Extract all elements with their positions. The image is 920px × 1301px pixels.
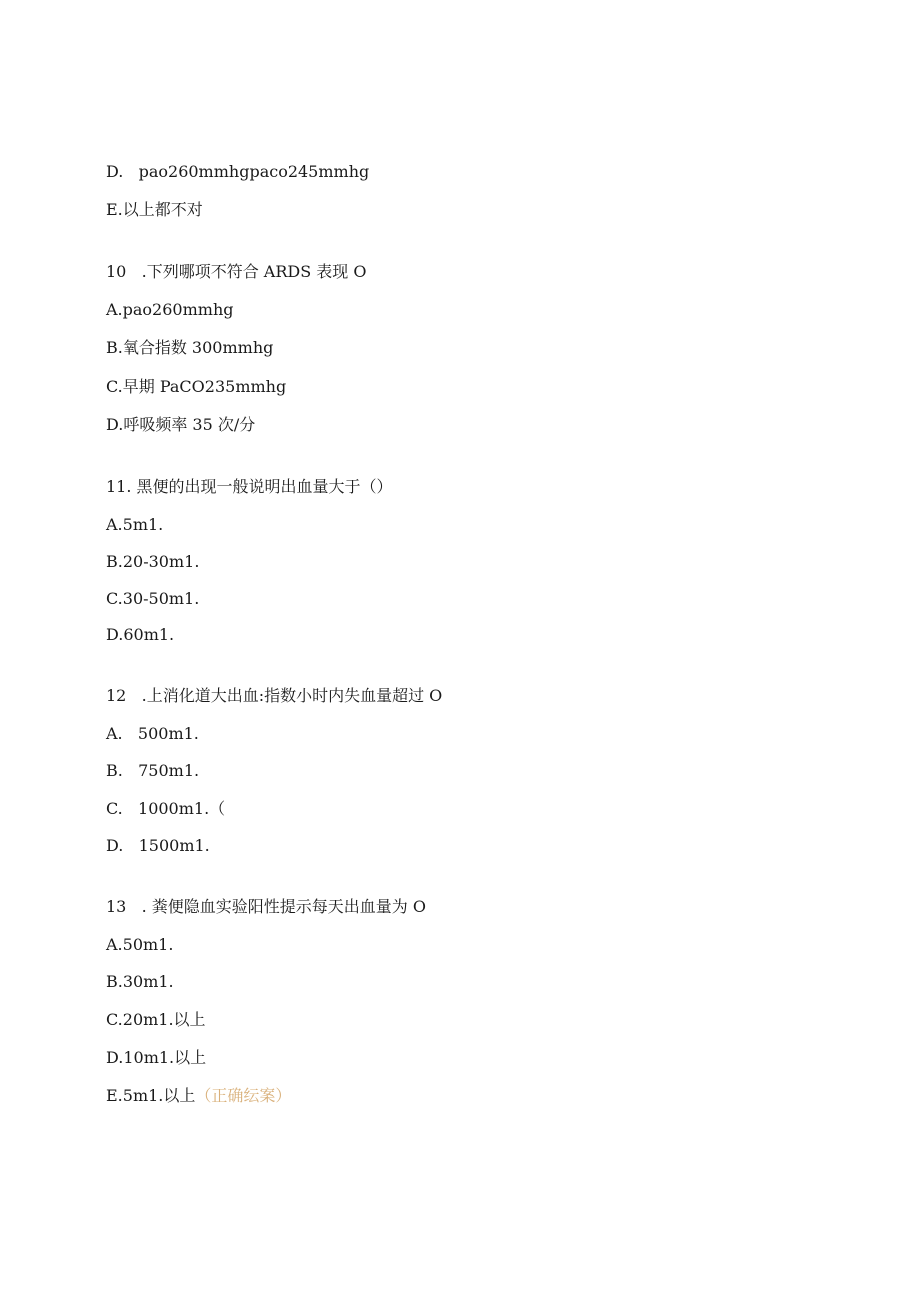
q9-option-d: D. pao260mmhgpaco245mmhg [106, 162, 370, 181]
q11-option-b: B.20-30m1. [106, 552, 200, 571]
q12-option-c: C. 1000m1.（ [106, 799, 226, 818]
q10-option-d: D.呼吸频率 35 次/分 [106, 415, 256, 434]
q10-question: 10 .下列哪项不符合 ARDS 表现 O [106, 262, 367, 281]
q12-question: 12 .上消化道大出血:指数小时内失血量超过 O [106, 686, 443, 705]
q9-option-e: E.以上都不对 [106, 200, 203, 219]
q11-option-a: A.5m1. [106, 515, 164, 534]
q13-option-a: A.50m1. [106, 935, 174, 954]
q10-option-a: A.pao260mmhg [106, 300, 234, 319]
q11-option-d: D.60m1. [106, 625, 175, 644]
q12-option-d: D. 1500m1. [106, 836, 210, 855]
q13-option-e-text: E.5m1.以上 [106, 1086, 196, 1105]
q13-option-c: C.20m1.以上 [106, 1010, 206, 1029]
q10-option-b: B.氧合指数 300mmhg [106, 338, 274, 357]
q13-option-d: D.10m1.以上 [106, 1048, 207, 1067]
correct-answer-note: （正确纭案） [195, 1086, 292, 1105]
q11-option-c: C.30-50m1. [106, 589, 200, 608]
q13-question: 13 . 粪便隐血实验阳性提示每天出血量为 O [106, 897, 426, 916]
q13-option-b: B.30m1. [106, 972, 174, 991]
q12-option-a: A. 500m1. [106, 724, 199, 743]
q11-question: 11. 黑便的出现一般说明出血量大于（） [106, 477, 393, 496]
q10-option-c: C.早期 PaCO235mmhg [106, 377, 287, 396]
q12-option-b: B. 750m1. [106, 761, 200, 780]
q13-option-e [106, 1086, 291, 1106]
